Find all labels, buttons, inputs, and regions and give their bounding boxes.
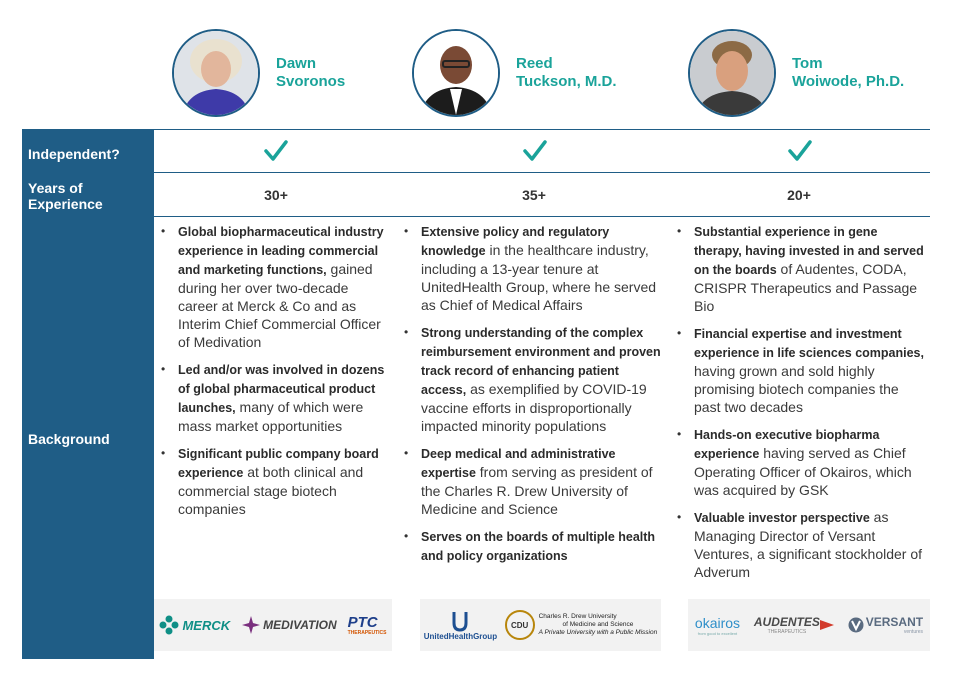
divider xyxy=(22,216,930,217)
candidate-name: Dawn Svoronos xyxy=(276,55,346,90)
okairos-logo: okairos from good to excellent xyxy=(694,614,741,636)
versant-logo: VERSANT ventures xyxy=(848,615,923,635)
list-item: • Extensive policy and regulatory knowledge in the healthcare industry, including a 13-year tenure at UnitedHealth Group, where he served as Chief of Medical Affairs xyxy=(404,224,657,313)
logo-strip-3 xyxy=(688,599,930,651)
check-icon xyxy=(787,139,813,163)
list-item: • Strong understanding of the complex reimbursement environment and proven track record of enhancing patient access, as exemplified by COVID-19 vaccine efforts in disproportionally impacted minority populations xyxy=(404,325,661,434)
medivation-logo: MEDIVATION xyxy=(241,615,337,635)
candidate-header-2 xyxy=(412,26,617,120)
logo-strip-2 xyxy=(420,599,661,651)
list-item: • Led and/or was involved in dozens of global pharmaceutical product launches, many of which were mass market opportunities xyxy=(161,362,385,434)
years-value: 35+ xyxy=(522,187,546,203)
merck-logo: MERCK xyxy=(159,615,230,635)
row-label-experience: Years of Experience xyxy=(28,180,103,212)
background-column-1 xyxy=(161,222,386,527)
avatar xyxy=(688,29,776,117)
divider xyxy=(22,172,930,173)
list-item: • Significant public company board experience at both clinical and commercial stage biotech companies xyxy=(161,446,379,517)
candidate-name: Reed Tuckson, M.D. xyxy=(516,55,617,90)
list-item: • Financial expertise and investment experience in life sciences companies, having grown and sold highly promising biotech companies the past two decades xyxy=(677,326,924,415)
check-icon xyxy=(522,139,548,163)
years-value: 30+ xyxy=(264,187,288,203)
ptc-logo: PTC THERAPEUTICS xyxy=(347,613,387,636)
medivation-icon xyxy=(241,615,261,635)
list-item: • Deep medical and administrative expertise from serving as president of the Charles R. Drew University of Medicine and Science xyxy=(404,446,653,517)
avatar xyxy=(172,29,260,117)
unitedhealth-logo: UnitedHealthGroup xyxy=(424,610,497,641)
logo-strip-1 xyxy=(154,599,392,651)
list-item: • Serves on the boards of multiple health and policy organizations xyxy=(404,529,656,563)
background-column-3 xyxy=(677,222,926,590)
candidate-header-3 xyxy=(688,26,904,120)
arrow-icon xyxy=(820,620,834,630)
divider xyxy=(22,129,930,130)
cdu-seal-icon: CDU xyxy=(505,610,535,640)
merck-icon xyxy=(159,615,179,635)
check-icon xyxy=(263,139,289,163)
versant-icon xyxy=(848,617,864,633)
years-value: 20+ xyxy=(787,187,811,203)
candidate-name: Tom Woiwode, Ph.D. xyxy=(792,55,905,90)
unitedhealth-icon xyxy=(449,610,471,632)
list-item: • Valuable investor perspective as Managing Director of Versant Ventures, a significant stockholder of Adverum xyxy=(677,509,923,580)
cdu-logo: CDU Charles R. Drew University of Medicine and Science A Private University with a Public Mission xyxy=(505,610,658,640)
candidate-header-1 xyxy=(172,26,345,120)
row-label-background: Background xyxy=(28,431,110,447)
background-column-2 xyxy=(404,222,663,574)
list-item: • Hands-on executive biopharma experience having served as Chief Operating Officer of Okairos, which was acquired by GSK xyxy=(677,427,912,498)
audentes-logo: AUDENTES THERAPEUTICS xyxy=(754,615,834,635)
list-item: • Substantial experience in gene therapy, having invested in and served on the boards of Audentes, CODA, CRISPR Therapeutics and Passage Bio xyxy=(677,224,924,314)
avatar xyxy=(412,29,500,117)
list-item: • Global biopharmaceutical industry experience in leading commercial and marketing functions, gained during her over two-decade career at Merck & Co and as Interim Chief Commercial Officer of Medivation xyxy=(161,224,384,350)
row-label-independent: Independent? xyxy=(28,146,120,162)
